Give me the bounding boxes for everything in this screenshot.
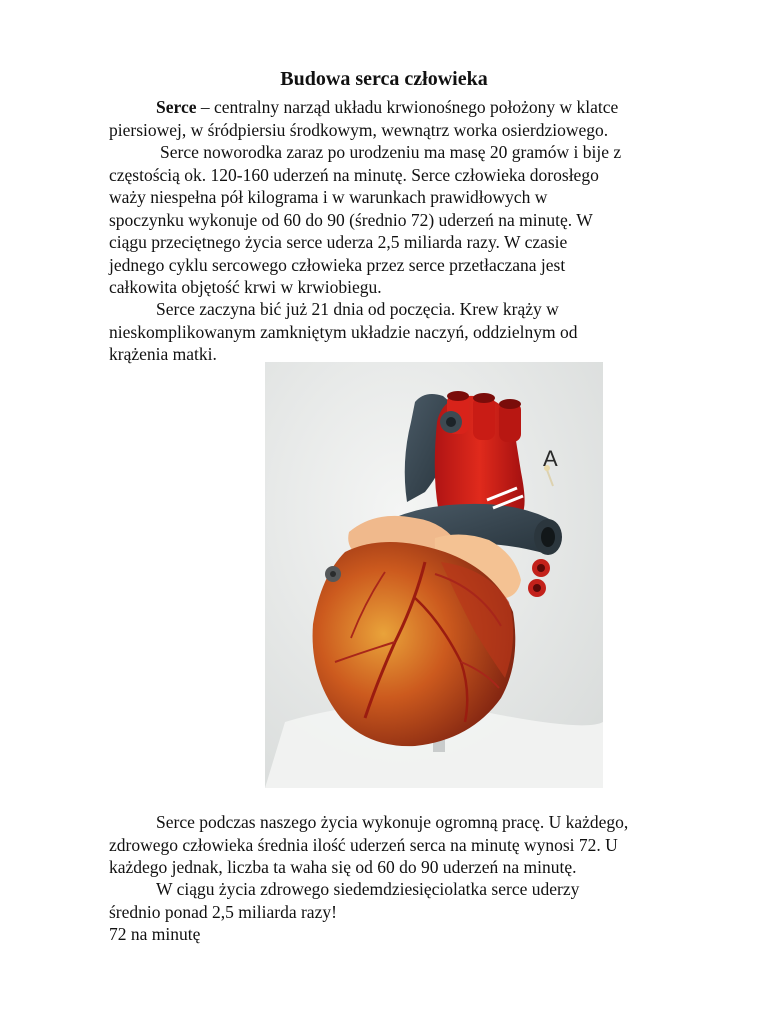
paragraph-line: częstością ok. 120-160 uderzeń na minutę. Serce człowieka dorosłego xyxy=(109,164,599,185)
footer-line: 72 na minutę xyxy=(109,924,201,944)
paragraph-newborn xyxy=(109,141,729,299)
paragraph-line: zdrowego człowieka średnia ilość uderzeń serca na minutę wynosi 72. U xyxy=(109,834,618,855)
paragraph-line: średnio ponad 2,5 miliarda razy! xyxy=(109,901,337,922)
paragraph-line: waży niespełna pół kilograma i w warunkach prawidłowych w xyxy=(109,187,548,207)
paragraph-definition xyxy=(109,96,729,141)
paragraph-lifetime xyxy=(109,878,729,946)
paragraph-work xyxy=(109,811,729,879)
paragraph-conception xyxy=(109,298,729,366)
paragraph-line: Serce zaczyna bić już 21 dnia od poczęcia. Krew krąży w xyxy=(156,299,559,319)
paragraph-line: piersiowej, w śródpiersiu środkowym, wewnątrz worka osierdziowego. xyxy=(109,119,609,140)
paragraph-line: jednego cyklu sercowego człowieka przez serce przetłaczana jest xyxy=(109,254,566,275)
paragraph-line: nieskomplikowanym zamkniętym układzie naczyń, oddzielnym od xyxy=(109,321,578,342)
paragraph-line: Serce podczas naszego życia wykonuje ogromną pracę. U każdego, xyxy=(156,812,629,832)
paragraph-line: całkowita objętość krwi w krwiobiegu. xyxy=(109,277,382,297)
line-text: – centralny narząd układu krwionośnego położony w klatce xyxy=(196,97,619,117)
paragraph-line: Serce noworodka zaraz po urodzeniu ma masę 20 gramów i bije z xyxy=(160,142,622,162)
figure-label: A xyxy=(543,446,558,471)
paragraph-line: spoczynku wykonuje od 60 do 90 (średnio 72) uderzeń na minutę. W xyxy=(109,209,593,230)
heart-illustration xyxy=(265,362,603,788)
heart-model-photo xyxy=(265,362,603,788)
paragraph-line: ciągu przeciętnego życia serce uderza 2,5 miliarda razy. W czasie xyxy=(109,232,568,252)
paragraph-line: krążenia matki. xyxy=(109,344,217,364)
page-title: Budowa serca człowieka xyxy=(280,68,488,90)
paragraph-line: każdego jednak, liczba ta waha się od 60 do 90 uderzeń na minutę. xyxy=(109,857,577,877)
paragraph-line: W ciągu życia zdrowego siedemdziesięciolatka serce uderzy xyxy=(156,879,580,899)
bold-term: Serce xyxy=(156,97,197,117)
paragraph-line xyxy=(109,96,729,119)
